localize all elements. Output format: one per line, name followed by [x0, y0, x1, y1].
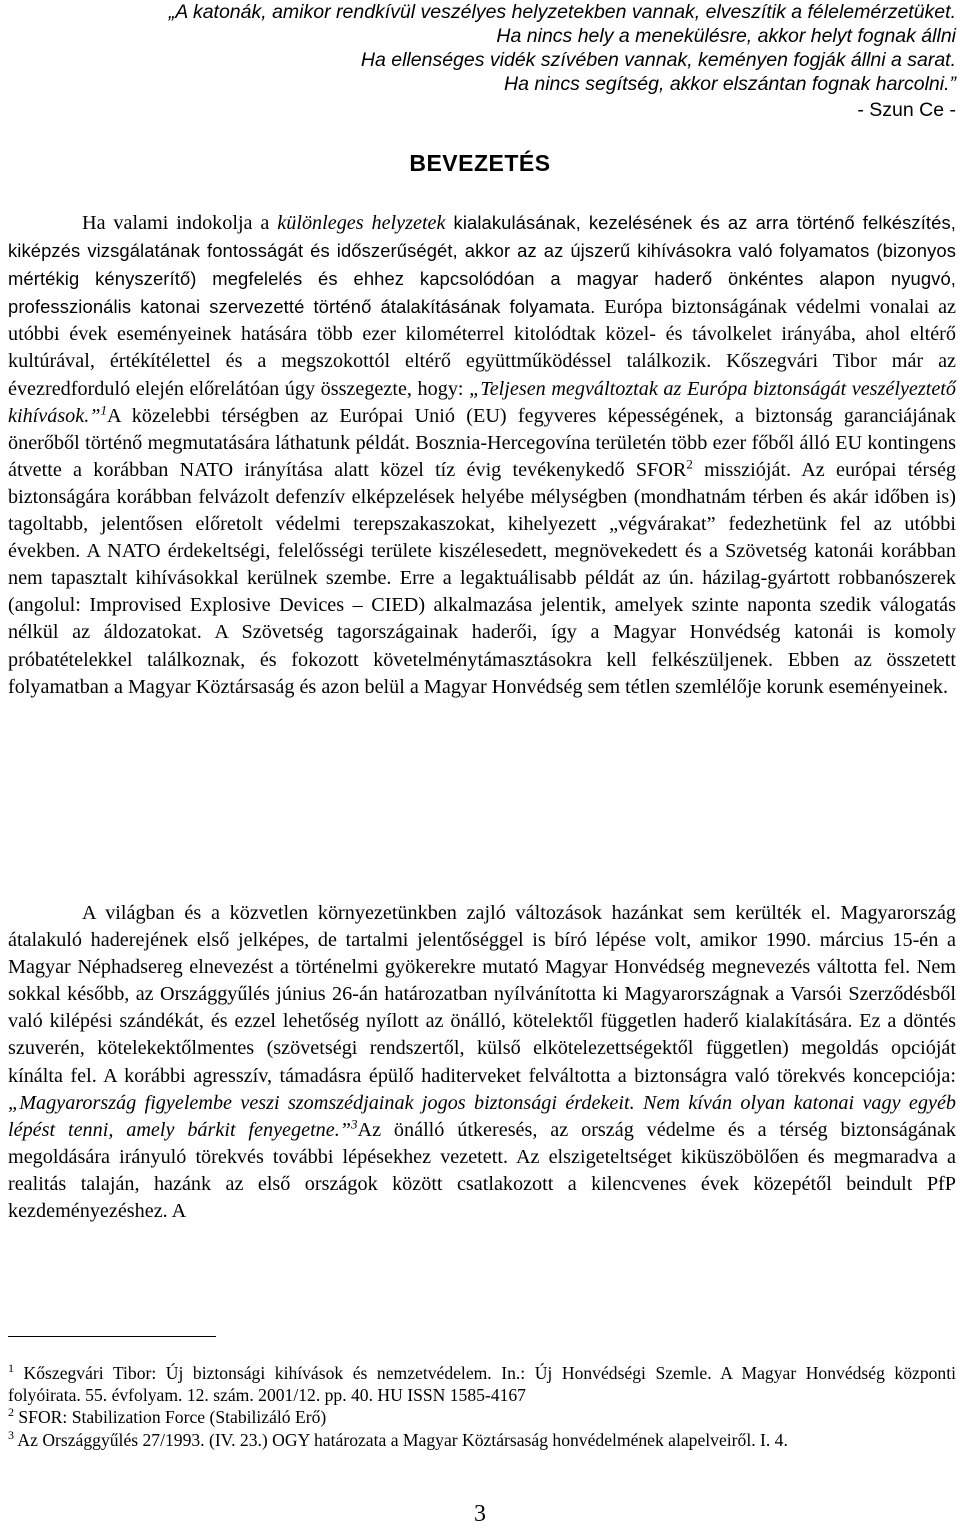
- page-number: 3: [474, 1501, 486, 1527]
- footnote-ref-2: 2: [686, 456, 693, 472]
- paragraph-2: [8, 900, 956, 1225]
- footnote-1: [8, 1362, 956, 1406]
- epigraph: [150, 0, 956, 96]
- footnote-number: 2: [8, 1405, 14, 1420]
- quote-text: „Magyarország figyelembe veszi szomszédjainak jogos biztonsági érdekeit. Nem kíván olyan katonai vagy egyéb lépést tenni, amely bárkit fenyegetne.”: [8, 1091, 956, 1141]
- para1-text: A közelebbi térségben az Európai Unió (EU) fegyveres képességének, a biztonság garanciájának önerőből történő megmutatására láthatunk példát. Bosznia-Hercegovína területén több ezer főből álló EU kontingens átvette a korábban NATO irányítása alatt közel tíz évig tevékenykedő SFOR: [8, 404, 956, 481]
- para1-text: Európa biztonságának védelmi vonalai az utóbbi évek eseményeinek hatására több ezer kilométerrel kitolódtak közel- és távolkelet irányába, ahol eltérő kultúrával, értékítélettel és a megszokottól eltérő együttműködéssel találkozik. Kőszegvári Tibor már az évezredforduló elején előrelátóan úgy összegezte, hogy:: [8, 296, 956, 400]
- footnote-ref-1: 1: [100, 401, 108, 417]
- footnotes: [8, 1362, 956, 1451]
- para1-text: misszióját. Az európai térség biztonságára korábban felvázolt defenzív elképzelések helyébe mélységben (mondhatnám térben és akár időben is) tagoltabb, jelentősen előretolt védelmi terepszakaszokat, kihelyezett „végvárakat” fedezhetünk fel az utóbbi években. A NATO érdekeltségi, felelősségi területe kiszélesedett, megnövekedett és a Szövetség katonái korábban nem tapasztalt kihívásokkal kerülnek szembe. Erre a legaktuálisabb példát az ún. házilag-gyártott robbanószerek (angolul: Improvised Explosive Devices – CIED) alkalmazása jelentik, amelyek szinte naponta szedik válogatás nélkül az áldozatokat. A Szövetség tagországainak haderői, így a Magyar Honvédség katonái is komoly próbatételekkel találkoznak, és fokozott követelménytámasztásokra kell felkészüljenek. Ebben az összetett folyamatban a Magyar Köztársaság és azon belül a Magyar Honvédség sem tétlen szemlélője korunk eseményeinek.: [8, 458, 956, 698]
- footnote-text: Az Országgyűlés 27/1993. (IV. 23.) OGY határozata a Magyar Köztársaság honvédelmének alapelveiről. I. 4.: [14, 1429, 788, 1450]
- footnote-number: 3: [8, 1427, 14, 1442]
- footnote-text: SFOR: Stabilization Force (Stabilizáló Erő): [14, 1407, 327, 1428]
- footnote-2: [8, 1406, 956, 1428]
- emphasis-text: különleges helyzetek: [277, 212, 446, 234]
- epigraph-line: „A katonák, amikor rendkívül veszélyes helyzetekben vannak, elveszítik a félelemérzetüket.: [168, 1, 956, 23]
- footnote-separator: [8, 1336, 216, 1337]
- footnote-ref-3: 3: [351, 1116, 358, 1132]
- footnote-text: Kőszegvári Tibor: Új biztonsági kihívások és nemzetvédelem. In.: Új Honvédségi Szemle. A Magyar Honvédség központi folyóirata. 55. évfolyam. 12. szám. 2001/12. pp. 40. HU ISSN 1585-4167: [8, 1363, 956, 1406]
- paragraph-1: [8, 209, 956, 701]
- para1-text: Ha valami indokolja a: [82, 212, 278, 234]
- footnote-3: [8, 1429, 956, 1451]
- para2-text: A világban és a közvetlen környezetünkben zajló változások hazánkat sem kerülték el. Magyarország átalakuló haderejének első jelképes, de tartalmi jelentőséggel is bíró lépése volt, amikor 1990. március 15-én a Magyar Néphadsereg elnevezést a történelmi gyökerekre mutató Magyar Honvédség megnevezés váltotta fel. Nem sokkal később, az Országgyűlés június 26-án határozatban nyílvánította ki Magyarországnak a Varsói Szerződésből való kilépési szándékát, és ezzel lehetőség nyílott az önálló, kötelektől független haderő kialakítására. Ez a döntés szuverén, kötelekektőlmentes (szövetségi rendszertől, külső elkötelezettségektől független) megoldás opcióját kínálta fel. A korábbi agresszív, támadásra épülő haditerveket felváltotta a biztonságra való törekvés koncepciója:: [8, 902, 956, 1087]
- footnote-number: 1: [8, 1361, 14, 1376]
- epigraph-line: Ha nincs hely a menekülésre, akkor helyt fognak állni: [496, 25, 956, 47]
- quote-text: „Teljesen megváltoztak az Európa biztonságát veszélyeztető kihívások.”: [8, 377, 956, 427]
- epigraph-line: Ha ellenséges vidék szívében vannak, keményen fogják állni a sarat.: [360, 49, 956, 71]
- para1-text: kialakulásának, kezelésének és az arra történő felkészítés, kiképzés vizsgálatának fontosságát és időszerűségét, akkor az az újszerű kihívásokra való folyamatos (bizonyos mértékig kényszerítő) megfelelés és ehhez kapcsolódóan a magyar haderő önkéntes alapon nyugvó, professzionális katonai szervezetté történő átalakításának folyamata.: [8, 212, 956, 318]
- epigraph-line: Ha nincs segítség, akkor elszántan fognak harcolni.”: [504, 73, 956, 95]
- epigraph-author: - Szun Ce -: [857, 99, 956, 121]
- section-heading: BEVEZETÉS: [409, 150, 551, 176]
- para2-text: Az önálló útkeresés, az ország védelme és a térség biztonságának megoldására irányuló törekvés további lépésekhez vezetett. Az elszigeteltséget kiküszöbölően és megmaradva a realitás talaján, hazánk az első országok között csatlakozott a kilencvenes évek közepétől beindult PfP kezdeményezéshez. A: [8, 1118, 956, 1223]
